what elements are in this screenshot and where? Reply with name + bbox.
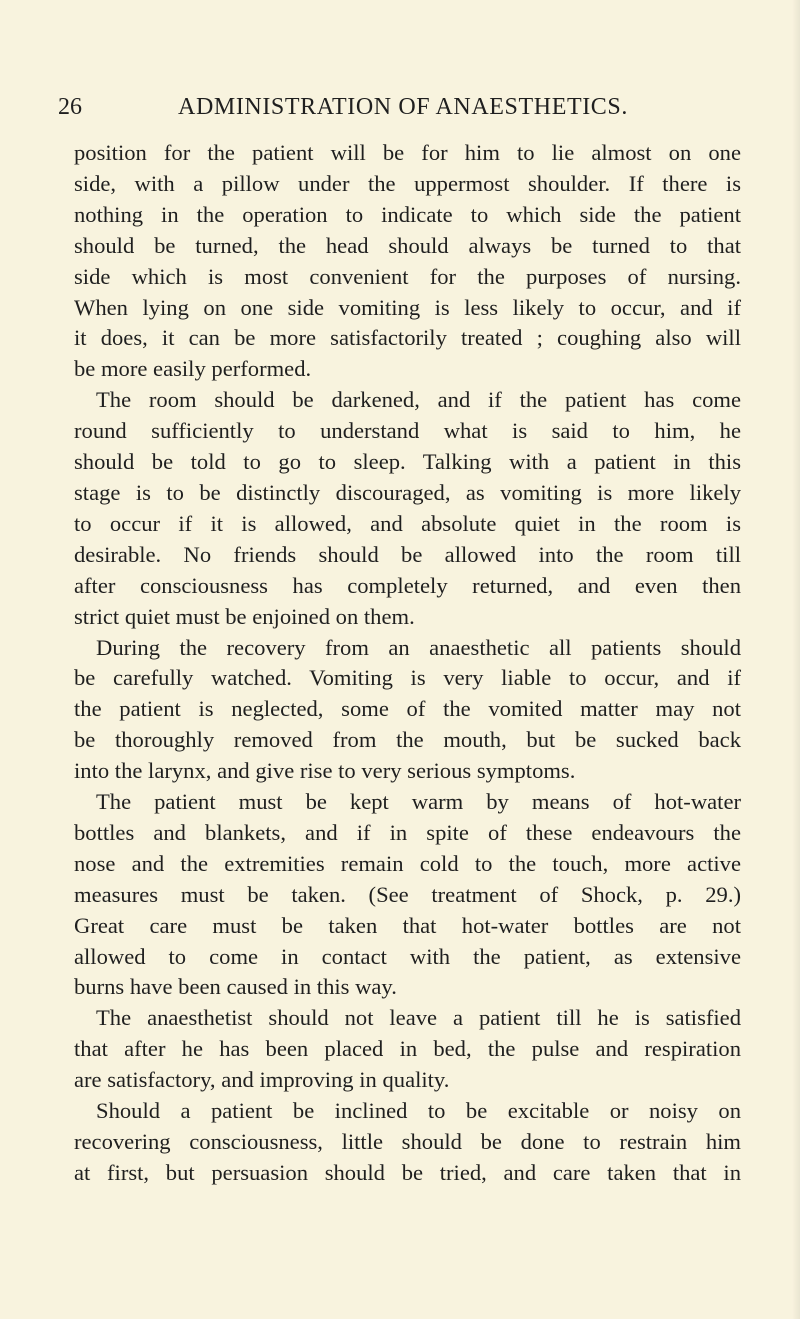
text-line: stage is to be distinctly discouraged, as vomiting is more likely xyxy=(74,479,741,505)
text-line: the patient is neglected, some of the vomited matter may not xyxy=(74,696,741,722)
text-line: The room should be darkened, and if the patient has come xyxy=(96,387,741,413)
text-line: The patient must be kept warm by means of hot-water xyxy=(96,789,741,815)
text-line: bottles and blankets, and if in spite of these endeavours the xyxy=(74,819,741,845)
text-line: side, with a pillow under the uppermost shoulder. If there is xyxy=(74,170,741,196)
text-line: measures must be taken. (See treatment of Shock, p. 29.) xyxy=(74,881,741,907)
text-line: that after he has been placed in bed, the pulse and respiration xyxy=(74,1036,741,1062)
text-line: allowed to come in contact with the patient, as extensive xyxy=(74,943,741,969)
text-line: side which is most convenient for the purposes of nursing. xyxy=(74,263,741,289)
text-line: should be turned, the head should always be turned to that xyxy=(74,232,741,258)
text-line: desirable. No friends should be allowed into the room till xyxy=(74,541,741,567)
text-line: strict quiet must be enjoined on them. xyxy=(74,603,415,629)
text-line: into the larynx, and give rise to very serious symptoms. xyxy=(74,758,576,784)
page-header xyxy=(58,90,748,124)
text-line: be more easily performed. xyxy=(74,356,312,382)
text-line: nothing in the operation to indicate to which side the patient xyxy=(74,201,741,227)
page-edge-shadow xyxy=(792,0,800,1319)
text-line: When lying on one side vomiting is less likely to occur, and if xyxy=(74,294,741,320)
text-line: are satisfactory, and improving in quality. xyxy=(74,1067,450,1093)
text-line: round sufficiently to understand what is said to him, he xyxy=(74,418,741,444)
running-head: ADMINISTRATION OF ANAESTHETICS. xyxy=(178,94,628,120)
text-line: nose and the extremities remain cold to the touch, more active xyxy=(74,850,741,876)
body-text xyxy=(74,138,741,1189)
text-line: position for the patient will be for him to lie almost on one xyxy=(74,140,741,165)
text-line: burns have been caused in this way. xyxy=(74,974,397,1000)
page-number: 26 xyxy=(58,94,82,120)
text-line: Should a patient be inclined to be excitable or noisy on xyxy=(96,1098,741,1124)
text-line: after consciousness has completely returned, and even then xyxy=(74,572,741,598)
text-line: should be told to go to sleep. Talking with a patient in this xyxy=(74,449,741,475)
text-line: During the recovery from an anaesthetic all patients should xyxy=(96,634,741,660)
text-line: at first, but persuasion should be tried, and care taken that in xyxy=(74,1159,741,1185)
text-line: Great care must be taken that hot-water bottles are not xyxy=(74,912,741,938)
text-line: recovering consciousness, little should be done to restrain him xyxy=(74,1129,741,1154)
text-line: it does, it can be more satisfactorily treated ; coughing also will xyxy=(74,325,741,351)
text-line: be carefully watched. Vomiting is very liable to occur, and if xyxy=(74,665,741,691)
text-line: The anaesthetist should not leave a patient till he is satisfied xyxy=(96,1005,741,1031)
text-line: to occur if it is allowed, and absolute quiet in the room is xyxy=(74,510,741,536)
text-line: be thoroughly removed from the mouth, but be sucked back xyxy=(74,727,741,753)
